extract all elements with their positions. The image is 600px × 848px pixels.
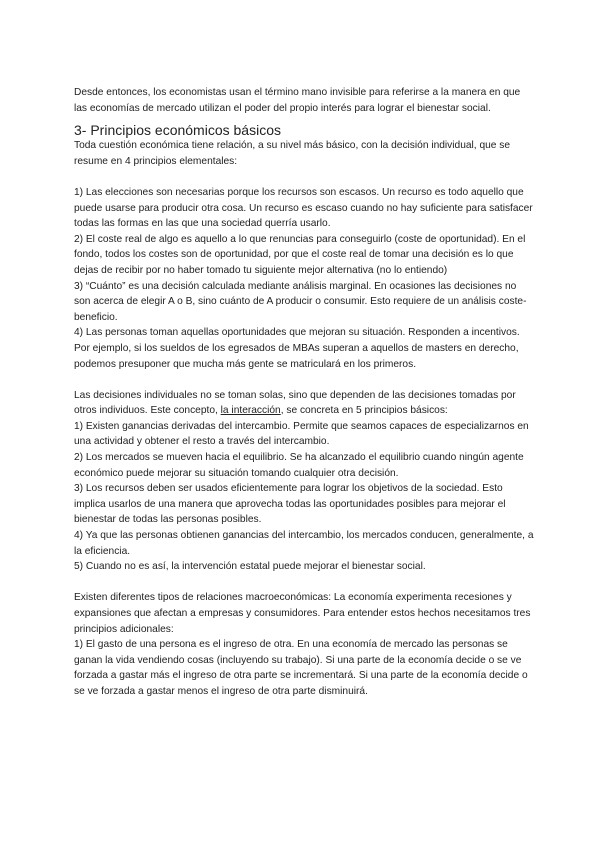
interaction-intro-before: Las decisiones individuales no se toman solas, sino que dependen de las decisiones tomadas por otros individuos. Este concepto, <box>74 389 516 417</box>
macro-intro-paragraph: Existen diferentes tipos de relaciones macroeconómicas: La economía experimenta recesiones y expansiones que afectan a empresas y consumidores. Para entender estos hechos necesitamos tres principios adicionales: <box>74 592 531 635</box>
macro-principle-1: 1) El gasto de una persona es el ingreso de otra. En una economía de mercado las personas se ganan la vida vendiendo cosas (incluyendo su trabajo). Si una parte de la economía decide o se ve forzada a gastar más el ingreso de otra parte se incrementará. Si una parte de la economía decide o se ve forzada a gastar menos el ingreso de otra parte disminuirá. <box>74 639 528 697</box>
document-body <box>74 85 534 700</box>
interaction-principle-2: 2) Los mercados se mueven hacia el equilibrio. Se ha alcanzado el equilibrio cuando ningún agente económico puede mejorar su situación tomando cualquier otra decisión. <box>74 452 524 479</box>
interaction-intro-after: , se concreta en 5 principios básicos: <box>280 405 448 417</box>
interaction-principle-1: 1) Existen ganancias derivadas del intercambio. Permite que seamos capaces de especializarnos en una actividad y obtener el resto a través del intercambio. <box>74 420 529 448</box>
interaction-intro-paragraph <box>74 388 534 419</box>
interaction-principle-5: 5) Cuando no es así, la intervención estatal puede mejorar el bienestar social. <box>74 561 426 573</box>
paragraph-gap <box>74 372 534 388</box>
individual-principle-4: 4) Las personas toman aquellas oportunidades que mejoran su situación. Responden a incentivos. Por ejemplo, si los sueldos de los egresados de MBAs superan a aquellos de masters en derecho, podemos presuponer que mucha más gente se matriculará en los primeros. <box>74 327 520 370</box>
section-heading: 3- Principios económicos básicos <box>74 122 281 139</box>
individual-principle-2: 2) El coste real de algo es aquello a lo que renuncias para conseguirlo (coste de oportunidad). En el fondo, todos los costes son de oportunidad, por que el coste real de tomar una decisión es lo que dejas de recibir por no haber tomado tu siguiente mejor alternativa (no lo entiendo) <box>74 233 526 276</box>
interaction-term: la interacción <box>220 405 281 417</box>
paragraph-gap <box>74 169 534 185</box>
intro-paragraph: Desde entonces, los economistas usan el término mano invisible para referirse a la manera en que las economías de mercado utilizan el poder del propio interés para lograr el bienestar social. <box>74 87 521 114</box>
individual-principle-1: 1) Las elecciones son necesarias porque los recursos son escasos. Un recurso es todo aquello que puede usarse para producir otra cosa. Un recurso es escaso cuando no hay suficiente para satisfacer todas las formas en las que una sociedad querría usarlo. <box>74 186 533 230</box>
interaction-principle-3: 3) Los recursos deben ser usados eficientemente para lograr los objetivos de la sociedad. Esto implica usarlos de una manera que aprovecha todas las oportunidades posibles para mejorar el bienestar de todas las personas posibles. <box>74 483 506 526</box>
paragraph-gap <box>74 575 534 591</box>
individual-intro-paragraph: Toda cuestión económica tiene relación, a su nivel más básico, con la decisión individual, que se resume en 4 principios elementales: <box>74 140 511 167</box>
interaction-principle-4: 4) Ya que las personas obtienen ganancias del intercambio, los mercados conducen, generalmente, a la eficiencia. <box>74 530 534 557</box>
individual-principle-3: 3) “Cuánto” es una decisión calculada mediante análisis marginal. En ocasiones las decisiones no son acerca de elegir A o B, sino cuánto de A producir o consumir. Esto requiere de un análisis coste-beneficio. <box>74 280 527 323</box>
